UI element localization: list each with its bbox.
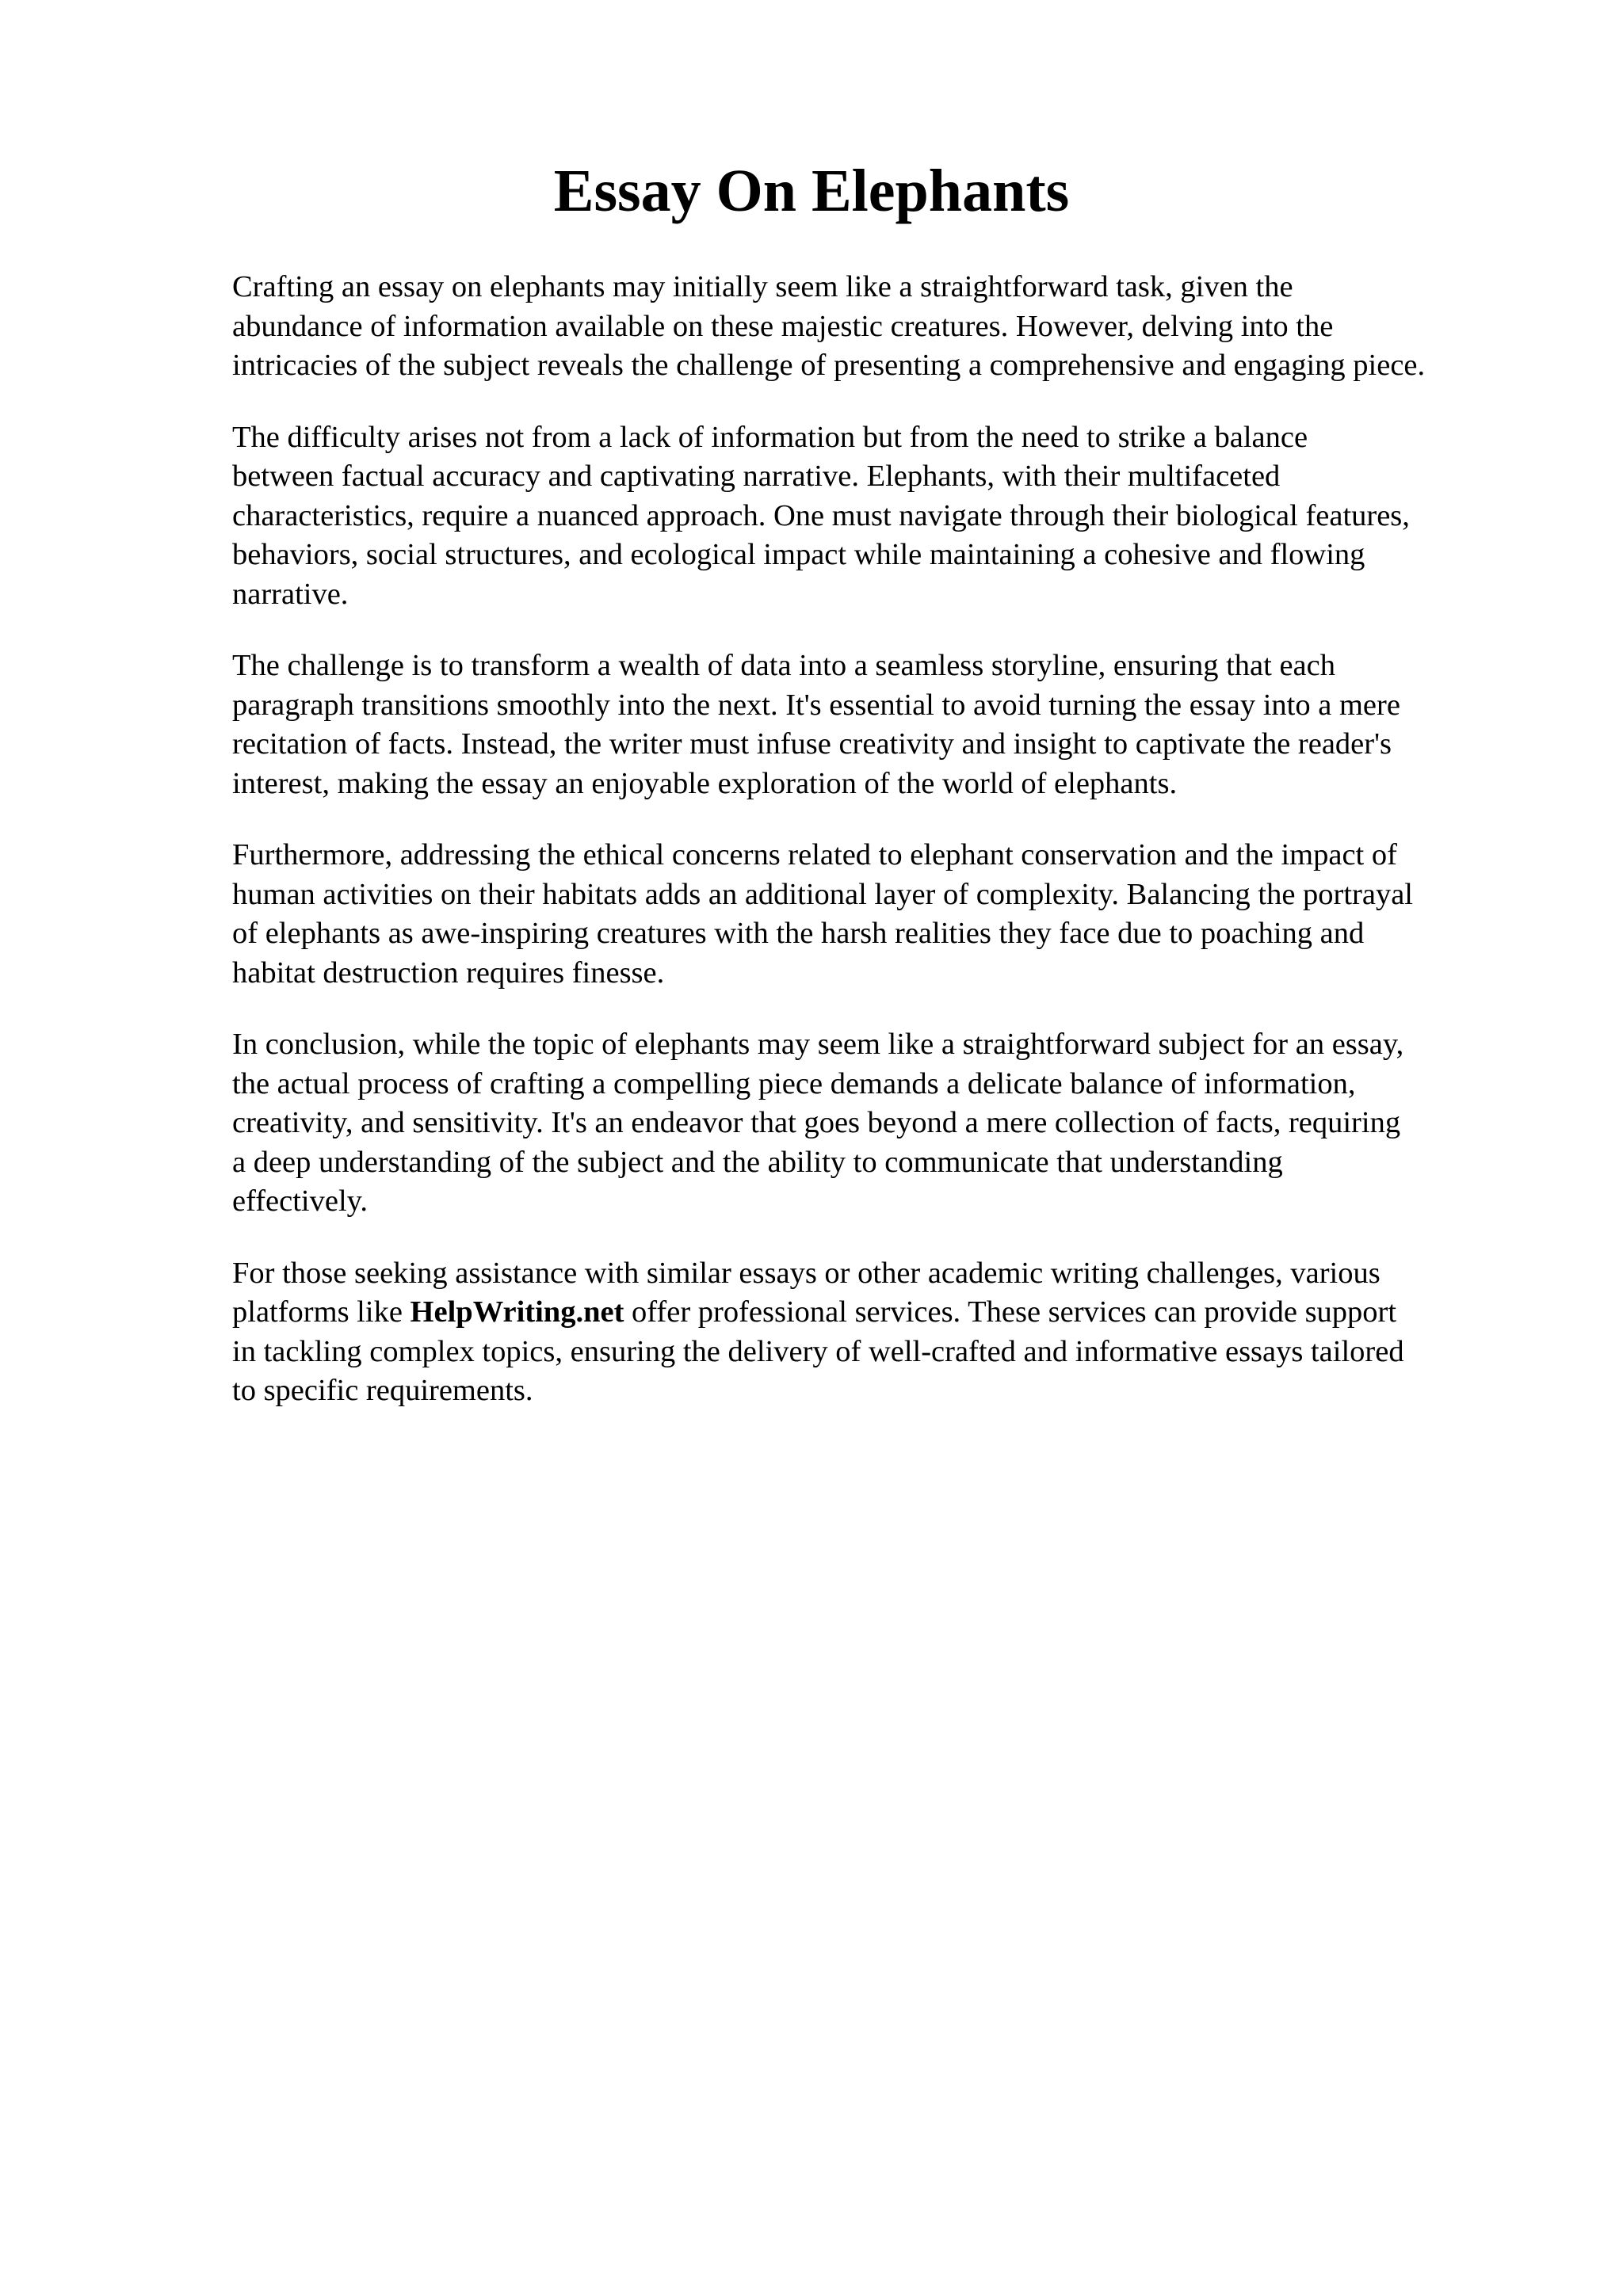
paragraph-line: For those seeking assistance with similar essays or other academic writing challenges, various xyxy=(232,1256,1381,1290)
paragraph-line: a deep understanding of the subject and the ability to communicate that understanding xyxy=(232,1145,1283,1179)
paragraph-5 xyxy=(232,1025,1548,1222)
paragraph-line: paragraph transitions smoothly into the next. It's essential to avoid turning the essay into a mere xyxy=(232,688,1400,722)
paragraph-line: between factual accuracy and captivating narrative. Elephants, with their multifaceted xyxy=(232,460,1281,493)
paragraph-6 xyxy=(232,1254,1548,1411)
essay-body xyxy=(232,268,1548,1444)
paragraph-line: effectively. xyxy=(232,1184,369,1218)
text-before-link: platforms like xyxy=(232,1295,411,1329)
paragraph-line: abundance of information available on these majestic creatures. However, delving into the xyxy=(232,309,1334,343)
paragraph-line: creativity, and sensitivity. It's an endeavor that goes beyond a mere collection of facts, requiring xyxy=(232,1106,1401,1139)
paragraph-line: the actual process of crafting a compelling piece demands a delicate balance of information, xyxy=(232,1066,1356,1100)
paragraph-line: characteristics, require a nuanced approach. One must navigate through their biological features, xyxy=(232,498,1410,532)
paragraph-line: In conclusion, while the topic of elephants may seem like a straightforward subject for an essay, xyxy=(232,1028,1404,1061)
paragraph-line: behaviors, social structures, and ecological impact while maintaining a cohesive and flowing xyxy=(232,538,1365,571)
text-after-link: offer professional services. These services can provide support xyxy=(624,1295,1397,1329)
paragraph-line: Furthermore, addressing the ethical concerns related to elephant conservation and the impact of xyxy=(232,838,1397,871)
paragraph-line: recitation of facts. Instead, the writer must infuse creativity and insight to captivate the reader's xyxy=(232,727,1392,761)
paragraph-line: Crafting an essay on elephants may initially seem like a straightforward task, given the xyxy=(232,270,1293,303)
helpwriting-link[interactable]: HelpWriting.net xyxy=(410,1295,624,1329)
paragraph-line: interest, making the essay an enjoyable exploration of the world of elephants. xyxy=(232,766,1178,800)
paragraph-line: narrative. xyxy=(232,577,349,611)
document-title: Essay On Elephants xyxy=(553,158,1070,224)
paragraph-line: to specific requirements. xyxy=(232,1374,533,1407)
paragraph-2 xyxy=(232,418,1548,615)
paragraph-3 xyxy=(232,646,1548,803)
paragraph-line: of elephants as awe-inspiring creatures with the harsh realities they face due to poaching and xyxy=(232,917,1365,950)
paragraph-line: The challenge is to transform a wealth of data into a seamless storyline, ensuring that each xyxy=(232,649,1335,682)
paragraph-line: habitat destruction requires finesse. xyxy=(232,955,665,990)
paragraph-line-with-link xyxy=(232,1293,1548,1333)
paragraph-line: in tackling complex topics, ensuring the delivery of well-crafted and informative essays tailored xyxy=(232,1334,1404,1368)
paragraph-4 xyxy=(232,836,1548,993)
paragraph-line: intricacies of the subject reveals the challenge of presenting a comprehensive and engaging piece. xyxy=(232,349,1426,382)
paragraph-line: human activities on their habitats adds an additional layer of complexity. Balancing the portrayal xyxy=(232,877,1413,911)
paragraph-1 xyxy=(232,268,1548,386)
paragraph-line: The difficulty arises not from a lack of information but from the need to strike a balance xyxy=(232,420,1308,454)
